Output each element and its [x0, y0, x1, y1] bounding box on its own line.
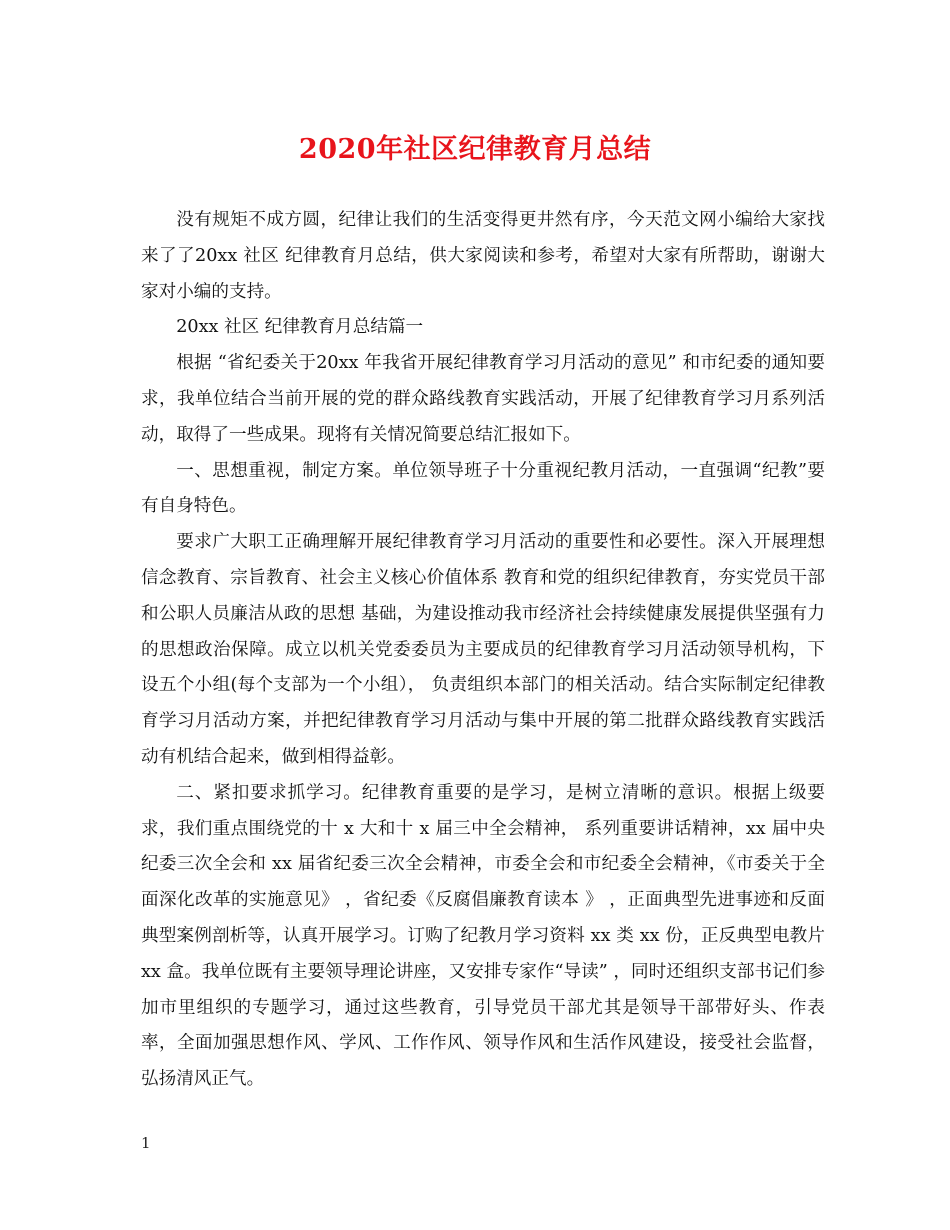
- paragraph-section-two: 二、紧扣要求抓学习。纪律教育重要的是学习，是树立清晰的意识。根据上级要求，我们重点围绕党的十 x 大和十 x 届三中全会精神， 系列重要讲话精神，xx 届中央纪委三次全会和 xx 届省纪委三次全会精神，市委全会和市纪委全会精神，《市委关于全面深化改革的实施意见》 ，省纪委《反腐倡廉教育读本 》 ，正面典型先进事迹和反面典型案例剖析等，认真开展学习。订购了纪教月学习资料 xx 类 xx 份，正反典型电教片 xx 盒。我单位既有主要领导理论讲座，又安排专家作“导读” ，同时还组织支部书记们参加市里组织的专题学习，通过这些教育，引导党员干部尤其是领导干部带好头、作表率，全面加强思想作风、学风、工作作风、领导作风和生活作风建设，接受社会监督，弘扬清风正气。: [141, 782, 825, 1090]
- document-body: [141, 203, 825, 1098]
- paragraph-basis: 根据 “省纪委关于20xx 年我省开展纪律教育学习月活动的意见” 和市纪委的通知要求，我单位结合当前开展的党的群众路线教育实践活动，开展了纪律教育学习月系列活动，取得了一些成果。现将有关情况简要总结汇报如下。: [141, 353, 825, 445]
- paragraph-intro: 没有规矩不成方圆，纪律让我们的生活变得更井然有序，今天范文网小编给大家找来了了20xx 社区 纪律教育月总结，供大家阅读和参考，希望对大家有所帮助，谢谢大家对小编的支持。: [141, 210, 825, 302]
- page-number: 1: [141, 1134, 151, 1152]
- paragraph-requirements: 要求广大职工正确理解开展纪律教育学习月活动的重要性和必要性。深入开展理想信念教育、宗旨教育、社会主义核心价值体系 教育和党的组织纪律教育，夯实党员干部和公职人员廉洁从政的思想 基础，为建设推动我市经济社会持续健康发展提供坚强有力的思想政治保障。成立以机关党委委员为主要成员的纪律教育学习月活动领导机构，下设五个小组(每个支部为一个小组）， 负责组织本部门的相关活动。结合实际制定纪律教育学习月活动方案，并把纪律教育学习月活动与集中开展的第二批群众路线教育实践活动有机结合起来，做到相得益彰。: [141, 532, 825, 767]
- page-title: 2020年社区纪律教育月总结: [298, 134, 652, 165]
- paragraph-section-one: 一、思想重视，制定方案。单位领导班子十分重视纪教月活动，一直强调“纪教”要有自身特色。: [141, 460, 825, 517]
- paragraph-subheading: 20xx 社区 纪律教育月总结篇一: [176, 317, 424, 338]
